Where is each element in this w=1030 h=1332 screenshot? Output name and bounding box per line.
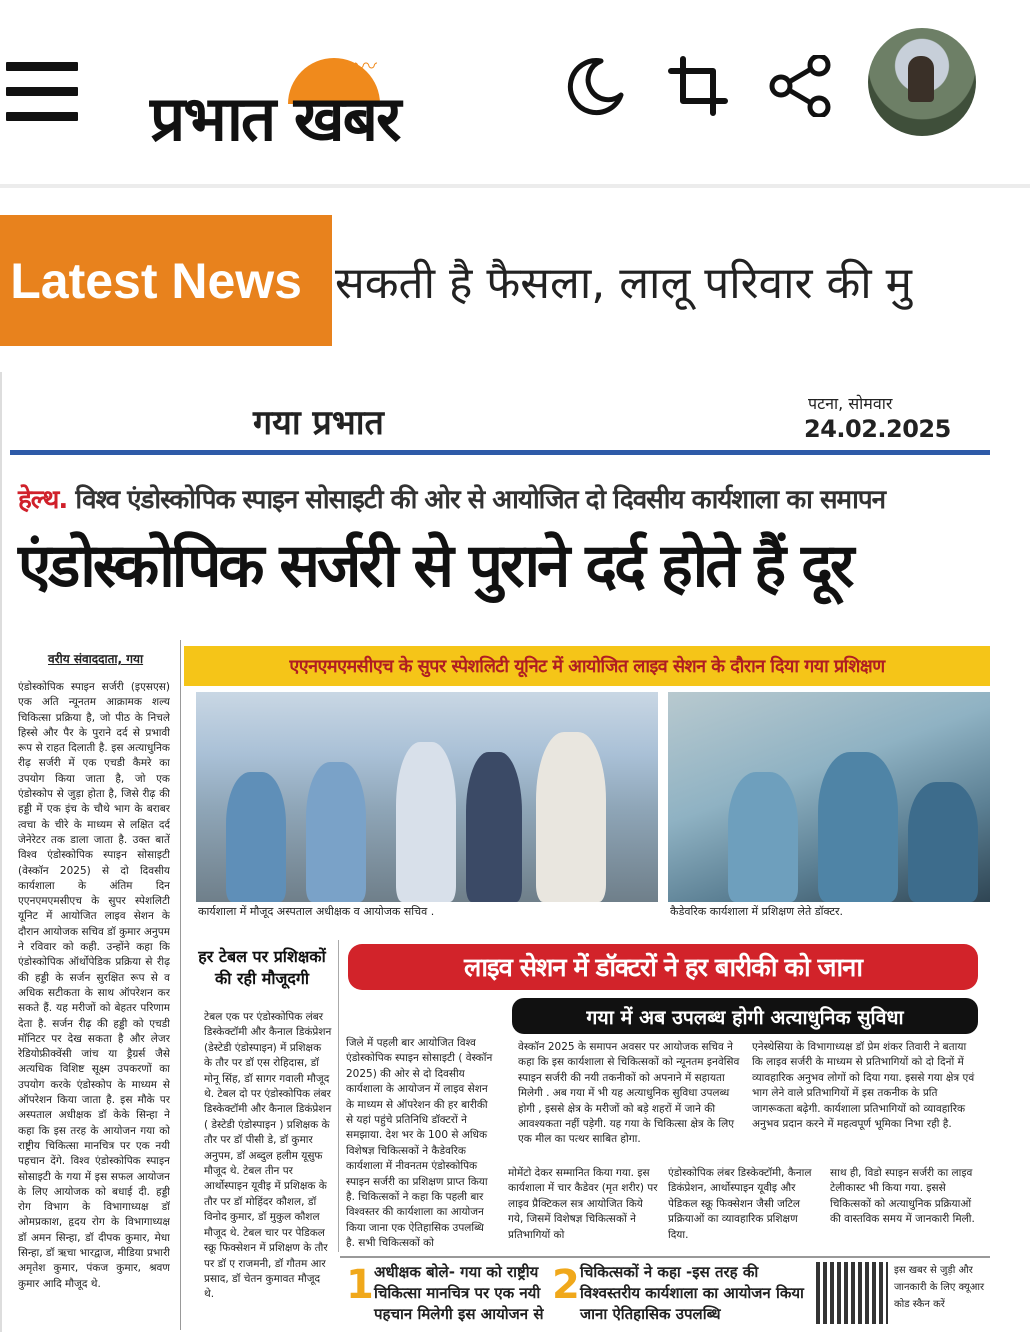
dateline-date: 24.02.2025	[804, 415, 951, 443]
photo-figure	[908, 782, 978, 902]
qr-note: इस खबर से जुड़ी और जानकारी के लिए क्यूआर कोड स्कैन करें	[894, 1265, 985, 1310]
red-subheading: लाइव सेशन में डॉक्टरों ने हर बारीकी को जाना	[348, 944, 978, 990]
brand-name: प्रभात खबर	[150, 82, 400, 155]
kicker-label: हेल्थ.	[18, 485, 68, 515]
photo-caption-2: कैडेवरिक कार्यशाला में प्रशिक्षण लेते डॉक्टर.	[670, 905, 844, 918]
column-e-text: साथ ही, विडो स्पाइन सर्जरी का लाइव टेलीकास्ट भी किया गया. इससे चिकित्सकों को अत्याधुनिक प्रक्रियाओं की वास्तविक समय में जानकारी मिली.	[830, 1167, 975, 1226]
photo-figure	[536, 732, 606, 902]
photo-figure	[818, 752, 898, 902]
latest-news-label[interactable]: Latest News	[0, 215, 332, 346]
share-icon[interactable]	[766, 52, 834, 120]
photo-officials	[196, 692, 658, 902]
byline: वरीय संवाददाता, गया	[48, 652, 144, 666]
avatar-person	[908, 56, 934, 102]
column-b-text: एनेस्थेसिया के विभागाध्यक्ष डॉ प्रेम शंकर तिवारी ने बताया कि लाइव सर्जरी के माध्यम से प्रतिभागियों को दो दिनों में व्यावहारिक अनुभव लोगों को दिया गया. इससे गया क्षेत्र एवं भाग लेने वाले प्रतिभागियों में इस तकनीक के प्रति जागरूकता बढ़ेगी. कार्यशाला प्रतिभागियों को व्यावहारिक अनुभव प्रदान करने में महत्वपूर्ण भूमिका निभा रही है.	[752, 1041, 975, 1131]
news-ticker[interactable]: सकती है फैसला, लालू परिवार की मु	[335, 257, 912, 309]
moon-icon[interactable]	[562, 52, 630, 120]
column-a-text: वेस्कॉन 2025 के समापन अवसर पर आयोजक सचिव ने कहा कि इस कार्यशाला से चिकित्सकों को न्यूनतम इनवेसिव स्पाइन सर्जरी की नयी तकनीकों को अपनाने में सहायता मिलेगी . अब गया में भी यह अत्याधुनिक सुविधा उपलब्ध होगी , इससे क्षेत्र के मरीजों को बड़े शहरों में जाने की आवश्यकता नहीं पड़ेगी. यह गया के चिकित्सा क्षेत्र के लिए एक मील का पत्थर साबित होगा.	[518, 1041, 740, 1146]
brand-logo[interactable]	[150, 40, 530, 155]
kicker-line	[18, 480, 885, 516]
user-avatar[interactable]	[868, 28, 976, 136]
left-column-text: एंडोस्कोपिक स्पाइन सर्जरी (इएसएस) एक अति न्यूनतम आक्रामक शल्य चिकित्सा प्रक्रिया है, जो पीठ के निचले हिस्से और पैर के पुराने दर्द से प्रभावी रूप से राहत दिलाती है. इस अत्याधुनिक रीढ़ सर्जरी में एक एचडी कैमरे का उपयोग किया जाता है, जो एक एंडोस्कोप से जुड़ा होता है, जिसे रीढ़ की हड्डी में एक इंच के चौथे भाग के बराबर त्वचा के चीरे के माध्यम से लक्षित दर्द जेनेरेटर तक डाला जाता है. उक्त बातें विश्व एंडोस्कोपिक स्पाइन सोसाइटी (वेस्कॉन 2025) से दो दिवसीय कार्यशाला के अंतिम दिन एएनएमएमसीएच के सुपर स्पेशलिटी यूनिट में आयोजित लाइव सेशन के दौरान आयोजक सचिव डॉ कुमार अनुपम ने रविवार को कही. उन्होंने कहा कि एंडोस्कोपिक ऑर्थोपेडिक प्रक्रिया से रीढ़ की हड्डी के सर्जन सुरक्षित रूप से व अधिक सटीकता के साथ ऑपरेशन कर सकते हैं. यह मरीजों को बेहतर परिणाम देता है. सर्जन रीढ़ की हड्डी को एचडी मॉनिटर पर देख सकता है और लेजर रेडियोफ्रीक्वेंसी जांच या ड्रैग्रर्स जैसे अत्यधिक विशिष्ट सूक्ष्म उपकरणों का उपयोग करके एंडोस्कोप के माध्यम से ऑपरेशन किया जाता है. इस मौके पर अस्पताल अधीक्षक डॉ केके सिन्हा ने कहा कि इस तरह के आयोजन गया को राष्ट्रीय चिकित्सा मानचित्र पर एक नयी पहचान देंगे. विश्व एंडोस्कोपिक स्पाइन सोसाइटी के गया में इस सफल आयोजन के लिए आयोजक को बधाई दी. हड्डी रोग विभाग के विभागाध्यक्ष डॉ ओमप्रकाश, हृदय रोग के विभागाध्यक्ष डॉ अमन सिन्हा, डॉ दीपक कुमार, मेधा सिन्हा, डॉ ऋचा भारद्वाज, मीडिया प्रभारी अमृतेश कुमार, पंकज कुमार, श्रवण कुमार आदि मौजूद थे.	[18, 681, 170, 1290]
black-subheading: गया में अब उपलब्ध होगी अत्याधुनिक सुविधा	[512, 998, 978, 1034]
menu-icon[interactable]	[6, 62, 78, 122]
qr-code[interactable]	[816, 1262, 888, 1324]
photo-figure	[466, 752, 522, 902]
photo-figure	[728, 772, 798, 902]
highlight-quote-2: चिकित्सकों ने कहा -इस तरह की विश्वस्तरीय कार्यशाला का आयोजन किया जाना ऐतिहासिक उपलब्धि	[580, 1263, 804, 1323]
bird-logo-mark: 〰	[355, 55, 378, 80]
box-text: टेबल एक पर एंडोस्कोपिक लंबर डिस्केक्टॉमी और कैनाल डिकंप्रेशन (डेस्टेडी एंडोस्पाइन) में प्रशिक्षक के तौर पर डॉ एस रोहिदास, डॉ मोनू सिंह, डॉ सागर गवाली मौजूद थे. टेबल दो पर एंडोस्कोपिक लंबर डिस्केक्टॉमी और कैनाल डिकंप्रेशन ( डेस्टेडी एंडोस्पाइन ) प्रशिक्षक के तौर पर डॉ पीसी डे, डॉ कुमार अनुपम, डॉ अब्दुल हलीम यूसुफ मौजूद थे. टेबल तीन पर आर्थोस्पाइन यूवीइ में प्रशिक्षक के तौर पर डॉ मोहिंदर कौशल, डॉ विनोद कुमार, डॉ मुकुल कौशल मौजूद थे. टेबल चार पर पेडिकल स्क्रू फिक्सेशन में प्रशिक्षण के तौर पर डॉ ए राजमनी, डॉ गौतम आर प्रसाद, डॉ चेतन कुमावत मौजूद थे.	[204, 1011, 332, 1301]
column-rule	[180, 640, 181, 1330]
app-header	[0, 0, 1030, 160]
photo-banner: एएनएमएमसीएच के सुपर स्पेशलिटी यूनिट में आयोजित लाइव सेशन के दौरान दिया गया प्रशिक्षण	[184, 646, 990, 686]
photo-figure	[226, 772, 286, 902]
headline: एंडोस्कोपिक सर्जरी से पुराने दर्द होते हैं दूर	[18, 531, 852, 601]
photo-cadaveric-workshop	[668, 692, 990, 902]
column-c-text: मोमेंटो देकर सम्मानित किया गया. इस कार्यशाला में चार कैडेवर (मृत शरीर) पर लाइव प्रैक्टिकल सत्र आयोजित किये गये, जिसमें विशेषज्ञ चिकित्सकों ने प्रतिभागियों को	[508, 1167, 658, 1241]
highlight-number-1: 1	[346, 1262, 374, 1308]
photo-figure	[396, 742, 456, 902]
photo-figure	[306, 762, 366, 902]
section-masthead: गया प्रभात	[253, 403, 384, 443]
middle-column-text: जिले में पहली बार आयोजित विश्व एंडोस्कोपिक स्पाइन सोसाइटी ( वेस्कॉन 2025) की ओर से दो दिवसीय कार्यशाला के आयोजन में लाइव सेशन के माध्यम से ऑपरेशन की हर बारीकी से यहां पहुंचे प्रतिनिधि डॉक्टरों ने समझाया. देश भर के 100 से अधिक विशेषज्ञ चिकित्सकों ने कैडेवरिक कार्यशाला में नीवनतम एंडोस्कोपिक स्पाइन सर्जरी का प्रशिक्षण प्राप्त किया है. चिकित्सकों ने कहा कि पहली बार विश्वस्तर की कार्यशाला का आयोजन किया जाना एक ऐतिहासिक उपलब्धि है. सभी चिकित्सकों को	[346, 1037, 493, 1250]
highlight-quote-1: अधीक्षक बोले- गया को राष्ट्रीय चिकित्सा मानचित्र पर एक नयी पहचान मिलेगी इस आयोजन से	[374, 1263, 544, 1323]
header-divider	[0, 184, 1030, 188]
box-heading: हर टेबल पर प्रशिक्षकों की रही मौजूदगी	[198, 947, 326, 988]
dateline-place: पटना, सोमवार	[808, 394, 893, 413]
kicker-text: विश्व एंडोस्कोपिक स्पाइन सोसाइटी की ओर से आयोजित दो दिवसीय कार्यशाला का समापन	[75, 485, 886, 515]
column-rule	[338, 940, 339, 1252]
masthead-rule	[10, 450, 990, 455]
photo-caption-1: कार्यशाला में मौजूद अस्पताल अधीक्षक व आयोजक सचिव .	[198, 905, 435, 918]
crop-icon[interactable]	[664, 52, 732, 120]
highlight-number-2: 2	[552, 1262, 580, 1308]
column-d-text: एंडोस्कोपिक लंबर डिस्केक्टॉमी, कैनाल डिकंप्रेशन, आर्थोस्पाइन यूवीइ और पेडिकल स्क्रू फिक्सेशन जैसी जटिल प्रक्रियाओं का व्यावहारिक प्रशिक्षण दिया.	[668, 1167, 812, 1241]
